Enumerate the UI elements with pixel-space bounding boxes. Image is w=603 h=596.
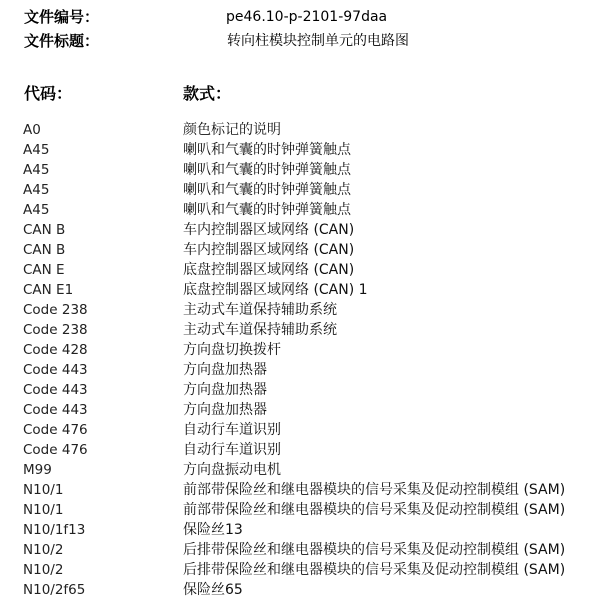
component-description: 车内控制器区域网络 (CAN) xyxy=(183,222,355,238)
component-code: A45 xyxy=(23,202,50,218)
component-description: 喇叭和气囊的时钟弹簧触点 xyxy=(183,142,351,158)
component-code: N10/2 xyxy=(23,562,64,578)
table-row xyxy=(0,340,603,360)
table-row xyxy=(0,240,603,260)
table-row xyxy=(0,220,603,240)
component-code: N10/1 xyxy=(23,502,64,518)
table-row xyxy=(0,320,603,340)
table-row xyxy=(0,260,603,280)
component-code: Code 443 xyxy=(23,362,88,378)
component-description: 方向盘加热器 xyxy=(183,362,267,378)
component-description: 保险丝13 xyxy=(183,522,243,538)
component-description: 底盘控制器区域网络 (CAN) 1 xyxy=(183,282,368,298)
component-code: Code 238 xyxy=(23,302,88,318)
table-row xyxy=(0,420,603,440)
table-row xyxy=(0,500,603,520)
table-row xyxy=(0,280,603,300)
table-row xyxy=(0,480,603,500)
component-description: 保险丝65 xyxy=(183,582,243,596)
component-description: 主动式车道保持辅助系统 xyxy=(183,322,337,338)
table-row xyxy=(0,180,603,200)
component-code: CAN B xyxy=(23,222,66,238)
table-row xyxy=(0,300,603,320)
component-code: CAN B xyxy=(23,242,66,258)
table-row xyxy=(0,520,603,540)
component-description: 主动式车道保持辅助系统 xyxy=(183,302,337,318)
document-title-label: 文件标题： xyxy=(24,32,100,50)
component-description: 前部带保险丝和继电器模块的信号采集及促动控制模组 (SAM) xyxy=(183,482,566,498)
table-row xyxy=(0,200,603,220)
component-code: N10/1 xyxy=(23,482,64,498)
component-description: 方向盘切换拨杆 xyxy=(183,342,281,358)
component-code: CAN E xyxy=(23,262,65,278)
component-description: 自动行车道识别 xyxy=(183,422,281,438)
component-code: Code 476 xyxy=(23,422,88,438)
component-description: 喇叭和气囊的时钟弹簧触点 xyxy=(183,182,351,198)
component-description: 方向盘振动电机 xyxy=(183,462,281,478)
component-code: N10/2 xyxy=(23,542,64,558)
component-description: 喇叭和气囊的时钟弹簧触点 xyxy=(183,202,351,218)
component-code: N10/2f65 xyxy=(23,582,86,596)
component-description: 喇叭和气囊的时钟弹簧触点 xyxy=(183,162,351,178)
component-description: 方向盘加热器 xyxy=(183,382,267,398)
component-code: CAN E1 xyxy=(23,282,74,298)
component-code: Code 238 xyxy=(23,322,88,338)
table-row xyxy=(0,380,603,400)
style-column-header: 款式： xyxy=(183,84,232,103)
component-description: 自动行车道识别 xyxy=(183,442,281,458)
component-description: 底盘控制器区域网络 (CAN) xyxy=(183,262,355,278)
component-code: M99 xyxy=(23,462,52,478)
component-description: 颜色标记的说明 xyxy=(183,122,281,138)
table-row xyxy=(0,560,603,580)
component-description: 方向盘加热器 xyxy=(183,402,267,418)
document-number-value: pe46.10-p-2101-97daa xyxy=(226,9,388,25)
document-number-label: 文件编号： xyxy=(24,8,100,26)
component-code: A45 xyxy=(23,162,50,178)
code-column-header: 代码： xyxy=(24,84,73,103)
component-code: Code 443 xyxy=(23,382,88,398)
component-description: 后排带保险丝和继电器模块的信号采集及促动控制模组 (SAM) xyxy=(183,562,566,578)
document-title-value: 转向柱模块控制单元的电路图 xyxy=(227,33,409,49)
table-row xyxy=(0,360,603,380)
table-row xyxy=(0,400,603,420)
component-code: A45 xyxy=(23,182,50,198)
component-code: Code 476 xyxy=(23,442,88,458)
component-code: A0 xyxy=(23,122,41,138)
component-code: A45 xyxy=(23,142,50,158)
component-code: Code 443 xyxy=(23,402,88,418)
table-row xyxy=(0,140,603,160)
component-list xyxy=(0,120,603,596)
table-row xyxy=(0,120,603,140)
component-code: Code 428 xyxy=(23,342,88,358)
component-description: 后排带保险丝和继电器模块的信号采集及促动控制模组 (SAM) xyxy=(183,542,566,558)
table-row xyxy=(0,540,603,560)
component-description: 车内控制器区域网络 (CAN) xyxy=(183,242,355,258)
table-row xyxy=(0,160,603,180)
component-description: 前部带保险丝和继电器模块的信号采集及促动控制模组 (SAM) xyxy=(183,502,566,518)
table-row xyxy=(0,580,603,596)
table-row xyxy=(0,440,603,460)
component-code: N10/1f13 xyxy=(23,522,86,538)
table-row xyxy=(0,460,603,480)
